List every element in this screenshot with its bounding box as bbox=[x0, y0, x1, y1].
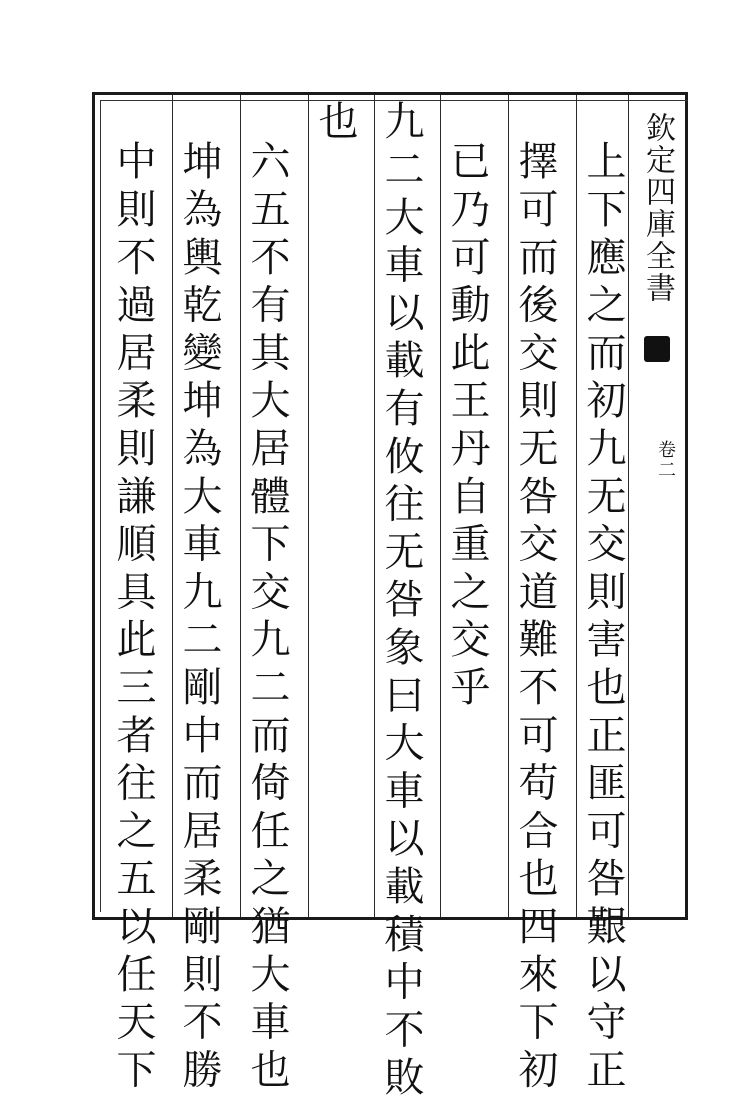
column-rule bbox=[308, 95, 309, 917]
column-rule bbox=[440, 95, 441, 917]
column-rule bbox=[172, 95, 173, 917]
column-rule bbox=[576, 95, 577, 917]
text-column-3: 已乃可動此王丹自重之交乎 bbox=[444, 140, 490, 714]
column-rule bbox=[240, 95, 241, 917]
column-rule bbox=[508, 95, 509, 917]
text-column-2: 擇可而後交則无咎交道難不可苟合也四來下初 bbox=[512, 140, 558, 1096]
column-rule bbox=[374, 95, 375, 917]
book-mark-icon bbox=[644, 336, 670, 362]
column-rule bbox=[628, 95, 629, 917]
text-column-8: 中則不過居柔則謙順具此三者往之五以任天下 bbox=[110, 140, 156, 1096]
book-title: 欽定四庫全書 bbox=[640, 112, 675, 304]
volume-label: 卷二 bbox=[655, 440, 676, 480]
text-column-7: 坤為輿乾變坤為大車九二剛中而居柔剛則不勝 bbox=[176, 140, 222, 1096]
text-column-1: 上下應之而初九无交則害也正匪可咎艱以守正 bbox=[580, 140, 626, 1096]
text-column-5: 也 bbox=[312, 100, 358, 148]
text-column-4: 九二大車以載有攸往无咎象曰大車以載積中不敗 bbox=[378, 100, 424, 1104]
text-column-6: 六五不有其大居體下交九二而倚任之猶大車也 bbox=[244, 140, 290, 1096]
